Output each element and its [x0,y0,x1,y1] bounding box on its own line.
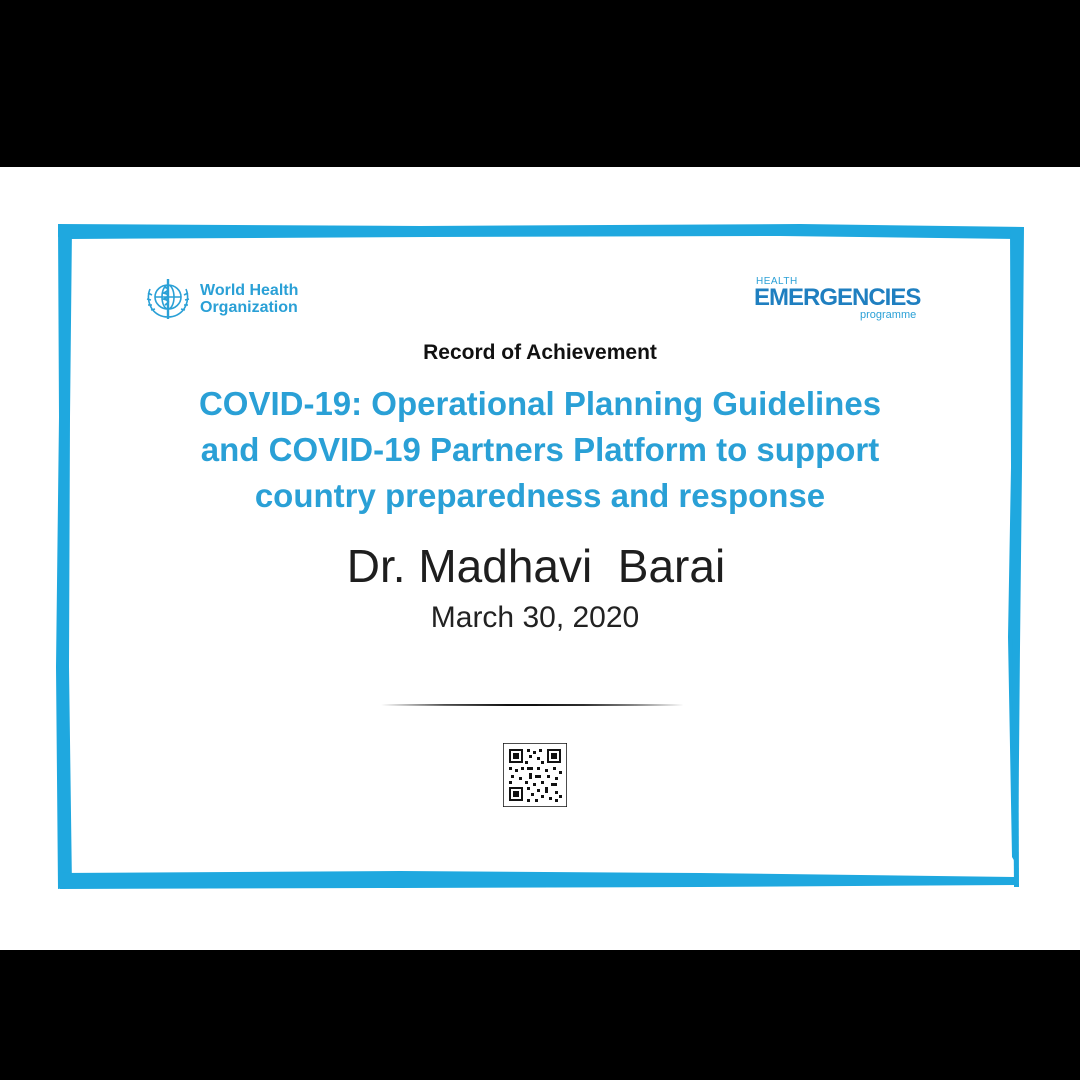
course-title-line1: COVID-19: Operational Planning Guidelines [198,385,882,422]
who-name-line1: World Health [200,282,299,299]
top-letterbox [0,0,1080,167]
course-title [120,381,960,519]
hep-emergencies-label: EMERGENCIES [754,284,921,311]
signature-line [378,703,684,707]
health-emergencies-logo [752,276,942,324]
bottom-letterbox [0,950,1080,1080]
qr-code-icon [503,743,567,807]
hep-health-label: HEALTH [756,276,798,287]
who-logo [140,275,320,323]
who-emblem-icon [140,275,196,323]
hep-programme-label: programme [860,309,917,321]
certificate [0,167,1080,950]
completion-date: March 30, 2020 [430,601,640,634]
who-name-line2: Organization [200,299,298,316]
course-title-line2: and COVID-19 Partners Platform to support [200,431,880,468]
record-heading: Record of Achievement [423,341,657,364]
recipient-name: Dr. Madhavi Barai [346,540,726,592]
course-title-line3: country preparedness and response [254,477,826,514]
